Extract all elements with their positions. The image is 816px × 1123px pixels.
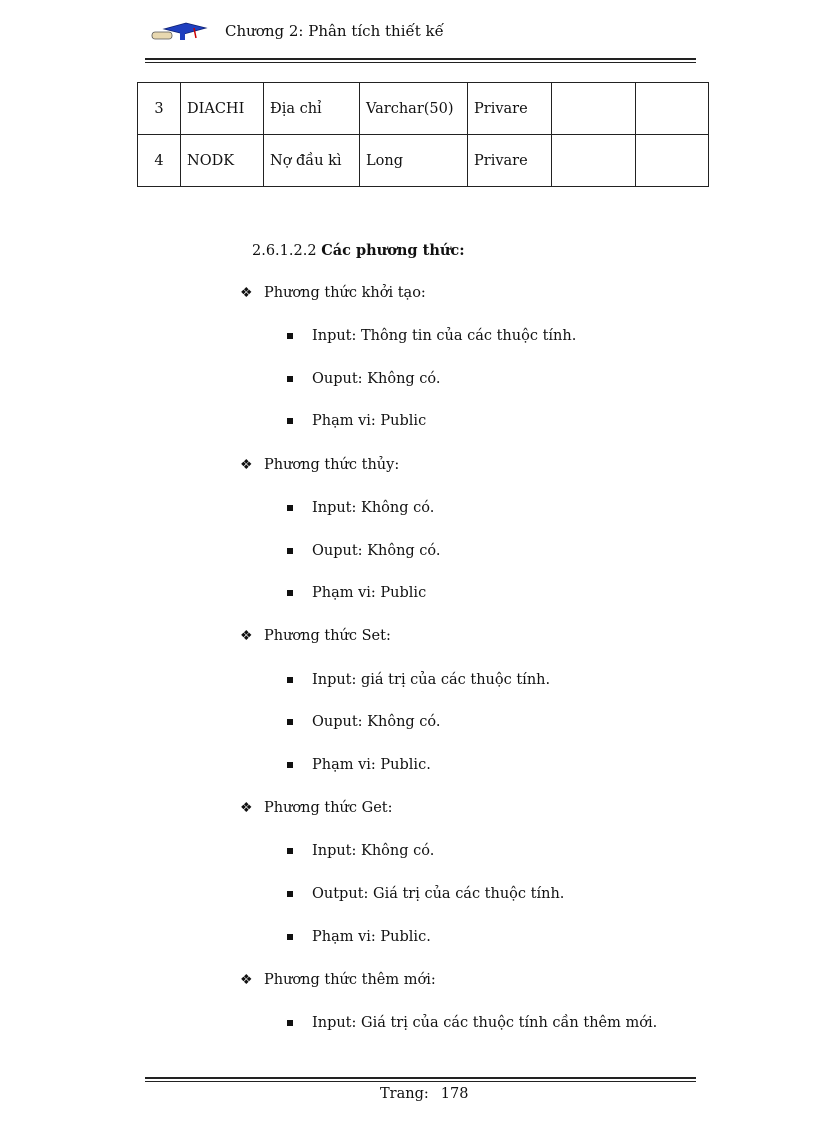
method-title-text: Phương thức thủy: (264, 457, 400, 473)
list-item (287, 929, 431, 945)
square-bullet-icon (287, 848, 293, 854)
square-bullet-icon (287, 548, 293, 554)
table-cell: Varchar(50) (360, 83, 468, 135)
list-item (287, 328, 576, 344)
square-bullet-icon (287, 1020, 293, 1026)
diamond-bullet-icon: ❖ (240, 800, 253, 816)
list-item (287, 1015, 657, 1031)
method-title-text: Phương thức khởi tạo: (264, 285, 426, 301)
list-item-text: Ouput: Không có. (312, 543, 441, 559)
method-title (240, 628, 391, 644)
list-item-text: Phạm vi: Public (312, 413, 427, 429)
table-cell: 3 (138, 83, 181, 135)
diamond-bullet-icon: ❖ (240, 628, 253, 644)
diamond-bullet-icon: ❖ (240, 457, 253, 473)
table-cell (552, 135, 636, 187)
list-item-text: Input: Không có. (312, 843, 435, 859)
table-cell: DIACHI (181, 83, 264, 135)
chapter-title: Chương 2: Phân tích thiết kế (225, 22, 444, 40)
page-number: 178 (440, 1086, 469, 1102)
method-title-text: Phương thức Set: (264, 628, 391, 644)
diamond-bullet-icon: ❖ (240, 972, 253, 988)
table-cell: Nợ đầu kì (264, 135, 360, 187)
table-cell (636, 83, 709, 135)
list-item-text: Phạm vi: Public (312, 585, 427, 601)
list-item (287, 672, 550, 688)
list-item (287, 371, 441, 387)
table-cell: 4 (138, 135, 181, 187)
header-divider (145, 58, 696, 63)
method-title (240, 285, 426, 301)
list-item (287, 886, 564, 902)
table-cell (636, 135, 709, 187)
list-item (287, 757, 431, 773)
section-number: 2.6.1.2.2 (252, 243, 317, 259)
table-row (138, 83, 709, 135)
table-cell: Privare (468, 83, 552, 135)
list-item-text: Input: giá trị của các thuộc tính. (312, 672, 551, 688)
list-item-text: Ouput: Không có. (312, 371, 441, 387)
method-title (240, 972, 436, 988)
table-row (138, 135, 709, 187)
square-bullet-icon (287, 891, 293, 897)
table-cell: Privare (468, 135, 552, 187)
page-footer (380, 1086, 480, 1102)
table-cell: Long (360, 135, 468, 187)
square-bullet-icon (287, 719, 293, 725)
list-item-text: Output: Giá trị của các thuộc tính. (312, 886, 565, 902)
square-bullet-icon (287, 333, 293, 339)
list-item (287, 543, 441, 559)
list-item (287, 585, 426, 601)
list-item-text: Input: Giá trị của các thuộc tính cần thêm mới. (312, 1015, 658, 1031)
table-cell: NODK (181, 135, 264, 187)
square-bullet-icon (287, 376, 293, 382)
section-title: Các phương thức: (321, 242, 465, 259)
square-bullet-icon (287, 590, 293, 596)
list-item-text: Phạm vi: Public. (312, 757, 431, 773)
method-title (240, 457, 399, 473)
section-heading (252, 242, 465, 259)
square-bullet-icon (287, 418, 293, 424)
method-title (240, 800, 393, 816)
square-bullet-icon (287, 505, 293, 511)
list-item-text: Phạm vi: Public. (312, 929, 431, 945)
square-bullet-icon (287, 677, 293, 683)
list-item-text: Ouput: Không có. (312, 714, 441, 730)
list-item (287, 500, 434, 516)
chapter-logo-icon (150, 20, 208, 44)
list-item (287, 413, 426, 429)
list-item-text: Input: Không có. (312, 500, 435, 516)
list-item-text: Input: Thông tin của các thuộc tính. (312, 328, 577, 344)
attribute-table (137, 82, 709, 187)
footer-divider (145, 1077, 696, 1082)
method-title-text: Phương thức Get: (264, 800, 393, 816)
method-title-text: Phương thức thêm mới: (264, 972, 436, 988)
diamond-bullet-icon: ❖ (240, 285, 253, 301)
table-cell (552, 83, 636, 135)
square-bullet-icon (287, 934, 293, 940)
page-label: Trang: (380, 1086, 429, 1102)
list-item (287, 714, 441, 730)
square-bullet-icon (287, 762, 293, 768)
list-item (287, 843, 434, 859)
table-cell: Địa chỉ (264, 83, 360, 135)
